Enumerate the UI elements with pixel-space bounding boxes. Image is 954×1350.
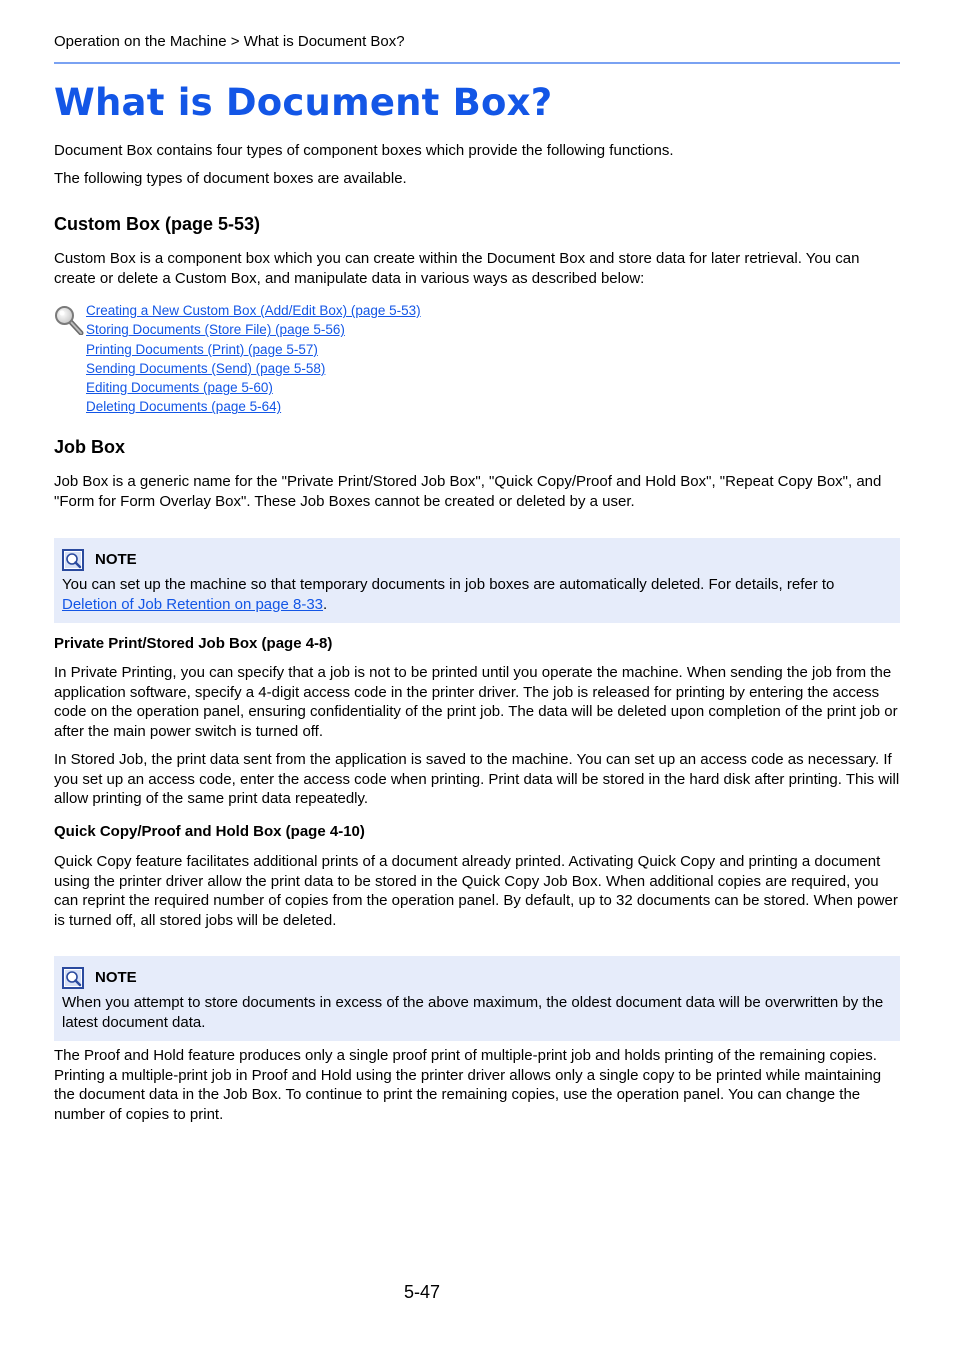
quick-copy-paragraph: Quick Copy feature facilitates additional prints of a document already printed. Activating Quick Copy and printing a document using the printer driver allow the print data to be stored in the Quick Copy Job Box. When additional copies are required, you can reprint the required number of copies from the operation panel. By default, up to 32 documents can be stored. When power is turned off, all stored jobs will be deleted. [54, 853, 898, 929]
note-text: When you attempt to store documents in excess of the above maximum, the oldest document data will be overwritten by the latest document data. [62, 994, 884, 1031]
note-text: You can set up the machine so that temporary documents in job boxes are automatically deleted. For details, refer to Deletion of Job Retention on page 8-33. [62, 576, 835, 613]
list-item [86, 320, 421, 339]
intro-paragraph-1: Document Box contains four types of component boxes which provide the following functions. [54, 142, 674, 159]
link-edit-documents[interactable]: Editing Documents (page 5-60) [86, 380, 273, 396]
custom-box-heading: Custom Box (page 5-53) [54, 214, 261, 234]
list-item [86, 397, 421, 416]
quick-copy-heading: Quick Copy/Proof and Hold Box (page 4-10) [54, 823, 365, 840]
job-box-heading: Job Box [54, 437, 126, 457]
page-number: 5-47 [404, 1282, 441, 1302]
link-create-custom-box[interactable]: Creating a New Custom Box (Add/Edit Box) (page 5-53) [86, 303, 421, 318]
intro-paragraph-2: The following types of document boxes are available. [54, 170, 407, 187]
proof-hold-paragraph: The Proof and Hold feature produces only a single proof print of multiple-print job and holds printing of the remaining copies. Printing a multiple-print job in Proof and Hold using the printer driver allows only a single copy to be printed while maintaining the document data in the Job Box. To continue to print the remaining copies, use the operation panel. You can change the number of copies to print. [54, 1047, 882, 1123]
link-store-file[interactable]: Storing Documents (Store File) (page 5-56) [86, 322, 345, 338]
list-item [86, 378, 421, 397]
header-divider [54, 62, 900, 64]
note-box-1 [54, 538, 900, 623]
note-label: NOTE [95, 551, 137, 568]
list-item [86, 340, 421, 359]
note-label: NOTE [95, 969, 137, 986]
list-item [86, 301, 421, 320]
magnifier-icon [54, 305, 84, 335]
private-print-heading: Private Print/Stored Job Box (page 4-8) [54, 635, 333, 652]
private-print-paragraph-2: In Stored Job, the print data sent from the application is saved to the machine. You can set up an access code as necessary. If you set up an access code, enter the access code when printing. Print data will be stored in the hard disk after printing. This will allow printing of the same print data repeatedly. [54, 751, 900, 807]
custom-box-description: Custom Box is a component box which you can create within the Document Box and store data for later retrieval. You can create or delete a Custom Box, and manipulate data in various ways as described below: [54, 250, 860, 287]
link-print-documents[interactable]: Printing Documents (Print) (page 5-57) [86, 341, 318, 357]
page-title: What is Document Box? [54, 81, 553, 124]
note-icon [62, 967, 84, 989]
link-delete-documents[interactable]: Deleting Documents (page 5-64) [86, 399, 282, 415]
breadcrumb: Operation on the Machine > What is Document Box? [54, 33, 405, 50]
note-box-2 [54, 956, 900, 1041]
custom-box-links [86, 301, 421, 417]
list-item [86, 359, 421, 378]
private-print-paragraph-1: In Private Printing, you can specify that a job is not to be printed until you operate the machine. When sending the job from the application software, specify a 4-digit access code in the printer driver. The job is released for printing by entering the access code on the operation panel, ensuring confidentiality of the print job. The data will be deleted upon completion of the print job or after the main power switch is turned off. [54, 664, 898, 740]
link-send-documents[interactable]: Sending Documents (Send) (page 5-58) [86, 360, 326, 376]
link-deletion-of-job-retention[interactable]: Deletion of Job Retention on page 8-33 [62, 595, 324, 613]
job-box-description: Job Box is a generic name for the "Private Print/Stored Job Box", "Quick Copy/Proof and Hold Box", "Repeat Copy Box", and "Form for Form Overlay Box". These Job Boxes cannot be created or deleted by a user. [54, 473, 882, 510]
note-icon [62, 549, 84, 571]
